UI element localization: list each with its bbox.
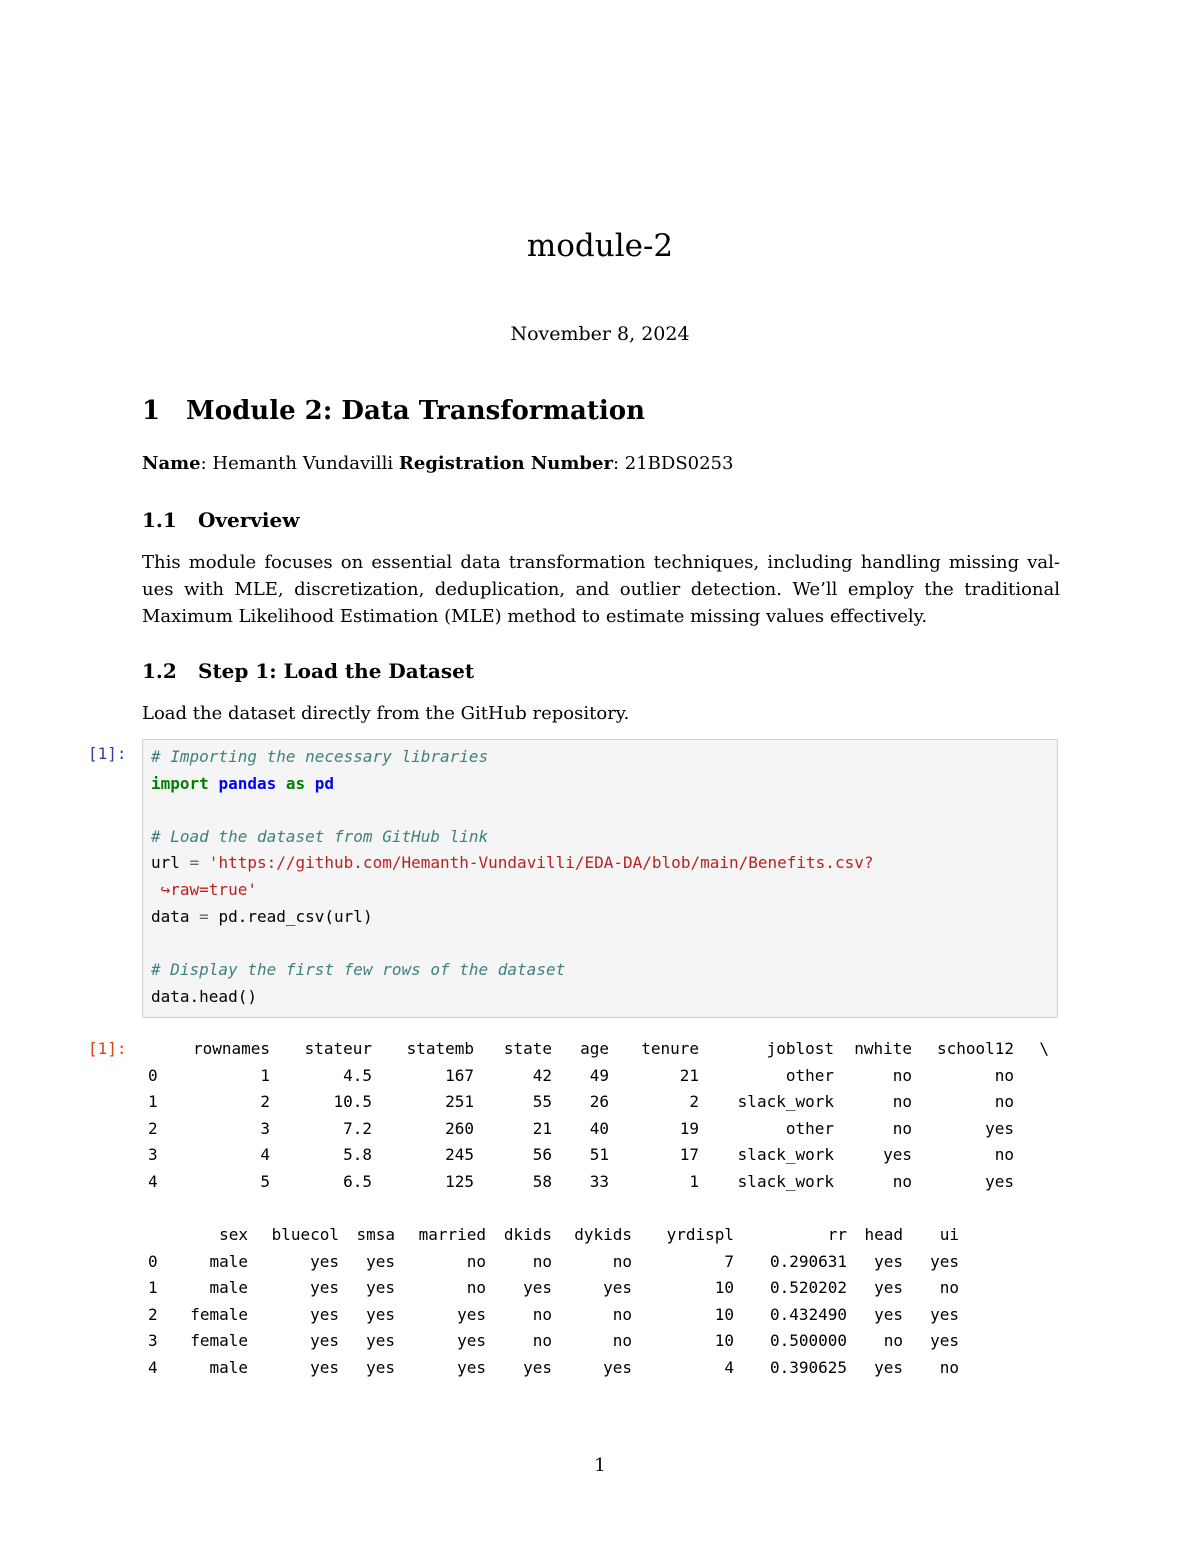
- table-cell: 251: [445, 1092, 474, 1111]
- table-header: school12: [936, 1039, 1014, 1058]
- table-cell: no: [466, 1251, 486, 1271]
- table-cell: no: [612, 1251, 632, 1271]
- table-cell: 125: [445, 1171, 474, 1191]
- overview-number: 1.1: [142, 508, 177, 532]
- code-module: pd: [314, 774, 335, 793]
- table-cell: no: [892, 1092, 912, 1111]
- code-comment: # Display the first few rows of the dataset: [151, 960, 566, 979]
- code-line: [151, 960, 565, 980]
- table-cell: 21: [532, 1118, 552, 1138]
- code-line: [151, 880, 257, 900]
- table-cell: yes: [310, 1331, 339, 1350]
- table-cell: 0.290631: [769, 1251, 847, 1271]
- table-cell: 4: [260, 1145, 270, 1164]
- code-keyword: import: [151, 774, 209, 793]
- table-header: dykids: [574, 1225, 632, 1244]
- table-cell: 7.2: [343, 1118, 372, 1138]
- table-header: sex: [219, 1225, 248, 1244]
- output-table-2: [148, 1225, 959, 1384]
- table-row: [148, 1145, 1049, 1172]
- table-cell: 42: [532, 1065, 552, 1085]
- table-header: rownames: [192, 1039, 270, 1058]
- table-header-row: [148, 1039, 1049, 1066]
- table-header: joblost: [766, 1039, 834, 1058]
- table-cell: yes: [523, 1357, 552, 1377]
- table-cell: yes: [603, 1357, 632, 1377]
- table-cell: 2: [689, 1092, 699, 1111]
- table-cell: [1014, 1119, 1049, 1146]
- table-cell: yes: [366, 1331, 395, 1350]
- table-cell: yes: [457, 1331, 486, 1350]
- row-index: 0: [148, 1251, 158, 1271]
- table-header: stateur: [304, 1039, 372, 1058]
- table-cell: 19: [679, 1118, 699, 1138]
- table-cell: yes: [603, 1278, 632, 1297]
- author-line: [142, 453, 733, 474]
- code-variable: url: [151, 853, 190, 872]
- table-cell: 10: [714, 1304, 734, 1324]
- table-header: statemb: [406, 1039, 474, 1058]
- output-table-1: [148, 1039, 1049, 1198]
- table-cell: yes: [985, 1171, 1014, 1191]
- table-cell: 3: [260, 1118, 270, 1138]
- table-cell: slack_work: [737, 1092, 834, 1111]
- code-line: [151, 747, 488, 767]
- table-cell: 1: [260, 1065, 270, 1085]
- overview-title: Overview: [198, 508, 300, 532]
- table-cell: 49: [589, 1065, 609, 1085]
- table-cell: yes: [874, 1251, 903, 1271]
- table-header: [148, 1225, 178, 1252]
- table-cell: yes: [523, 1278, 552, 1297]
- name-value: : Hemanth Vundavilli: [200, 453, 399, 474]
- output-prompt: [1]:: [88, 1039, 127, 1058]
- table-cell: yes: [310, 1251, 339, 1271]
- table-row: [148, 1278, 959, 1305]
- table-cell: male: [209, 1278, 248, 1297]
- step1-number: 1.2: [142, 659, 177, 683]
- table-cell: 167: [445, 1065, 474, 1085]
- table-cell: no: [892, 1171, 912, 1191]
- code-call: pd.read_csv(url): [208, 907, 373, 926]
- table-cell: 40: [589, 1118, 609, 1138]
- table-cell: yes: [310, 1304, 339, 1324]
- overview-line: This module focuses on essential data transformation techniques, including handling missing val-: [142, 552, 1060, 573]
- code-variable: data: [151, 907, 200, 926]
- table-header-row: [148, 1225, 959, 1252]
- table-row: [148, 1305, 959, 1332]
- table-cell: slack_work: [737, 1171, 834, 1191]
- row-index: 3: [148, 1145, 158, 1164]
- table-header: \: [1039, 1039, 1049, 1058]
- table-header: yrdispl: [666, 1225, 734, 1244]
- name-label: Name: [142, 453, 201, 474]
- table-cell: 0.432490: [769, 1304, 847, 1324]
- table-cell: 58: [532, 1171, 552, 1191]
- step1-title: Step 1: Load the Dataset: [198, 659, 475, 683]
- row-index: 4: [148, 1171, 158, 1191]
- table-cell: yes: [883, 1145, 912, 1164]
- table-cell: 33: [589, 1171, 609, 1191]
- table-row: [148, 1092, 1049, 1119]
- row-index: 2: [148, 1118, 158, 1138]
- table-cell: 4: [724, 1357, 734, 1377]
- table-header: age: [580, 1039, 609, 1058]
- table-cell: yes: [366, 1357, 395, 1377]
- table-cell: 260: [445, 1118, 474, 1138]
- table-row: [148, 1119, 1049, 1146]
- table-row: [148, 1066, 1049, 1093]
- table-cell: yes: [366, 1251, 395, 1271]
- code-line: [151, 907, 373, 927]
- table-cell: [1014, 1145, 1049, 1172]
- table-cell: female: [190, 1304, 248, 1324]
- code-keyword: as: [285, 774, 306, 793]
- table-cell: yes: [930, 1331, 959, 1350]
- table-cell: 0.520202: [769, 1278, 847, 1297]
- code-call: data.head(): [151, 987, 257, 1006]
- code-string: raw=true': [170, 880, 257, 899]
- table-cell: [1014, 1066, 1049, 1093]
- table-cell: 6.5: [343, 1171, 372, 1191]
- table-cell: other: [785, 1118, 834, 1138]
- table-cell: no: [994, 1145, 1014, 1164]
- overview-line: ues with MLE, discretization, deduplication, and outlier detection. We’ll employ the traditional: [142, 579, 1060, 600]
- row-index: 1: [148, 1278, 158, 1297]
- row-index: 0: [148, 1065, 158, 1085]
- code-line: [151, 853, 873, 873]
- table-header: married: [418, 1225, 486, 1244]
- overview-heading: [142, 508, 299, 532]
- table-cell: no: [466, 1278, 486, 1297]
- table-header: ui: [939, 1225, 959, 1244]
- table-cell: 26: [589, 1092, 609, 1111]
- table-cell: no: [532, 1251, 552, 1271]
- row-index: 4: [148, 1357, 158, 1377]
- table-cell: female: [190, 1331, 248, 1350]
- table-row: [148, 1252, 959, 1279]
- table-header: smsa: [356, 1225, 395, 1244]
- code-line: [151, 987, 257, 1007]
- table-cell: yes: [310, 1278, 339, 1297]
- table-header: state: [503, 1039, 552, 1058]
- table-row: [148, 1331, 959, 1358]
- code-operator: =: [199, 907, 209, 926]
- table-cell: yes: [930, 1304, 959, 1324]
- input-prompt: [1]:: [88, 744, 127, 763]
- table-cell: no: [892, 1118, 912, 1138]
- table-cell: yes: [457, 1304, 486, 1324]
- table-cell: slack_work: [737, 1145, 834, 1164]
- code-line: [151, 827, 488, 847]
- table-header: tenure: [641, 1039, 699, 1058]
- table-cell: 0.500000: [769, 1331, 847, 1350]
- table-cell: 17: [679, 1145, 699, 1164]
- table-cell: no: [994, 1092, 1014, 1111]
- table-cell: other: [785, 1065, 834, 1085]
- table-cell: 55: [532, 1092, 552, 1111]
- table-cell: no: [612, 1331, 632, 1350]
- code-module: pandas: [218, 774, 277, 793]
- section-number: 1: [142, 396, 161, 426]
- table-cell: 5: [260, 1171, 270, 1191]
- table-header: rr: [827, 1225, 847, 1244]
- table-cell: yes: [366, 1304, 395, 1324]
- overview-paragraph: [142, 549, 1060, 630]
- table-header: bluecol: [271, 1225, 339, 1244]
- overview-line: Maximum Likelihood Estimation (MLE) method to estimate missing values effectively.: [142, 606, 928, 627]
- document-date: November 8, 2024: [510, 323, 690, 345]
- table-header: head: [864, 1225, 903, 1244]
- table-cell: [1014, 1172, 1049, 1199]
- table-cell: yes: [985, 1118, 1014, 1138]
- step1-paragraph: [142, 700, 1060, 727]
- table-cell: 56: [532, 1145, 552, 1164]
- code-string: 'https://github.com/Hemanth-Vundavilli/EDA-DA/blob/main/Benefits.csv?: [199, 853, 874, 872]
- table-cell: yes: [457, 1357, 486, 1377]
- table-cell: yes: [874, 1304, 903, 1324]
- table-cell: no: [883, 1331, 903, 1350]
- table-cell: no: [892, 1065, 912, 1085]
- table-cell: 245: [445, 1145, 474, 1164]
- section-title: Module 2: Data Transformation: [186, 396, 645, 426]
- table-row: [148, 1172, 1049, 1199]
- code-operator: =: [189, 853, 200, 872]
- table-header: [148, 1039, 178, 1066]
- step1-text: Load the dataset directly from the GitHub repository.: [142, 703, 630, 724]
- table-cell: 5.8: [343, 1145, 372, 1164]
- row-index: 2: [148, 1304, 158, 1324]
- registration-value: : 21BDS0253: [612, 453, 734, 474]
- table-cell: yes: [366, 1278, 395, 1297]
- table-cell: no: [532, 1304, 552, 1324]
- table-cell: male: [209, 1357, 248, 1377]
- continuation-icon: ↪: [151, 880, 171, 899]
- page-number: 1: [594, 1455, 606, 1476]
- registration-label: Registration Number: [398, 453, 613, 474]
- table-cell: 21: [679, 1065, 699, 1085]
- code-comment: # Load the dataset from GitHub link: [151, 827, 489, 846]
- table-cell: no: [612, 1304, 632, 1324]
- step1-heading: [142, 659, 474, 683]
- row-index: 1: [148, 1092, 158, 1111]
- table-cell: no: [532, 1331, 552, 1350]
- table-cell: 7: [724, 1251, 734, 1271]
- code-comment: # Importing the necessary libraries: [151, 747, 489, 766]
- table-cell: 4.5: [343, 1065, 372, 1085]
- table-cell: yes: [874, 1278, 903, 1297]
- table-cell: no: [939, 1357, 959, 1377]
- table-header: nwhite: [854, 1039, 912, 1058]
- table-cell: yes: [874, 1357, 903, 1377]
- table-cell: no: [939, 1278, 959, 1297]
- table-row: [148, 1358, 959, 1385]
- table-cell: yes: [310, 1357, 339, 1377]
- section-heading: [142, 396, 645, 426]
- table-header: dkids: [503, 1225, 552, 1244]
- table-cell: yes: [930, 1251, 959, 1271]
- code-line: [151, 774, 334, 794]
- table-cell: male: [209, 1251, 248, 1271]
- table-cell: 0.390625: [769, 1357, 847, 1377]
- page-title: module-2: [526, 228, 674, 264]
- table-cell: no: [994, 1065, 1014, 1085]
- table-cell: [1014, 1092, 1049, 1119]
- table-cell: 10: [714, 1331, 734, 1350]
- code-cell[interactable]: [142, 739, 1058, 1018]
- table-cell: 10.5: [333, 1092, 372, 1111]
- table-cell: 1: [689, 1171, 699, 1191]
- table-cell: 10: [714, 1278, 734, 1297]
- table-cell: 2: [260, 1092, 270, 1111]
- table-cell: 51: [589, 1145, 609, 1164]
- row-index: 3: [148, 1331, 158, 1350]
